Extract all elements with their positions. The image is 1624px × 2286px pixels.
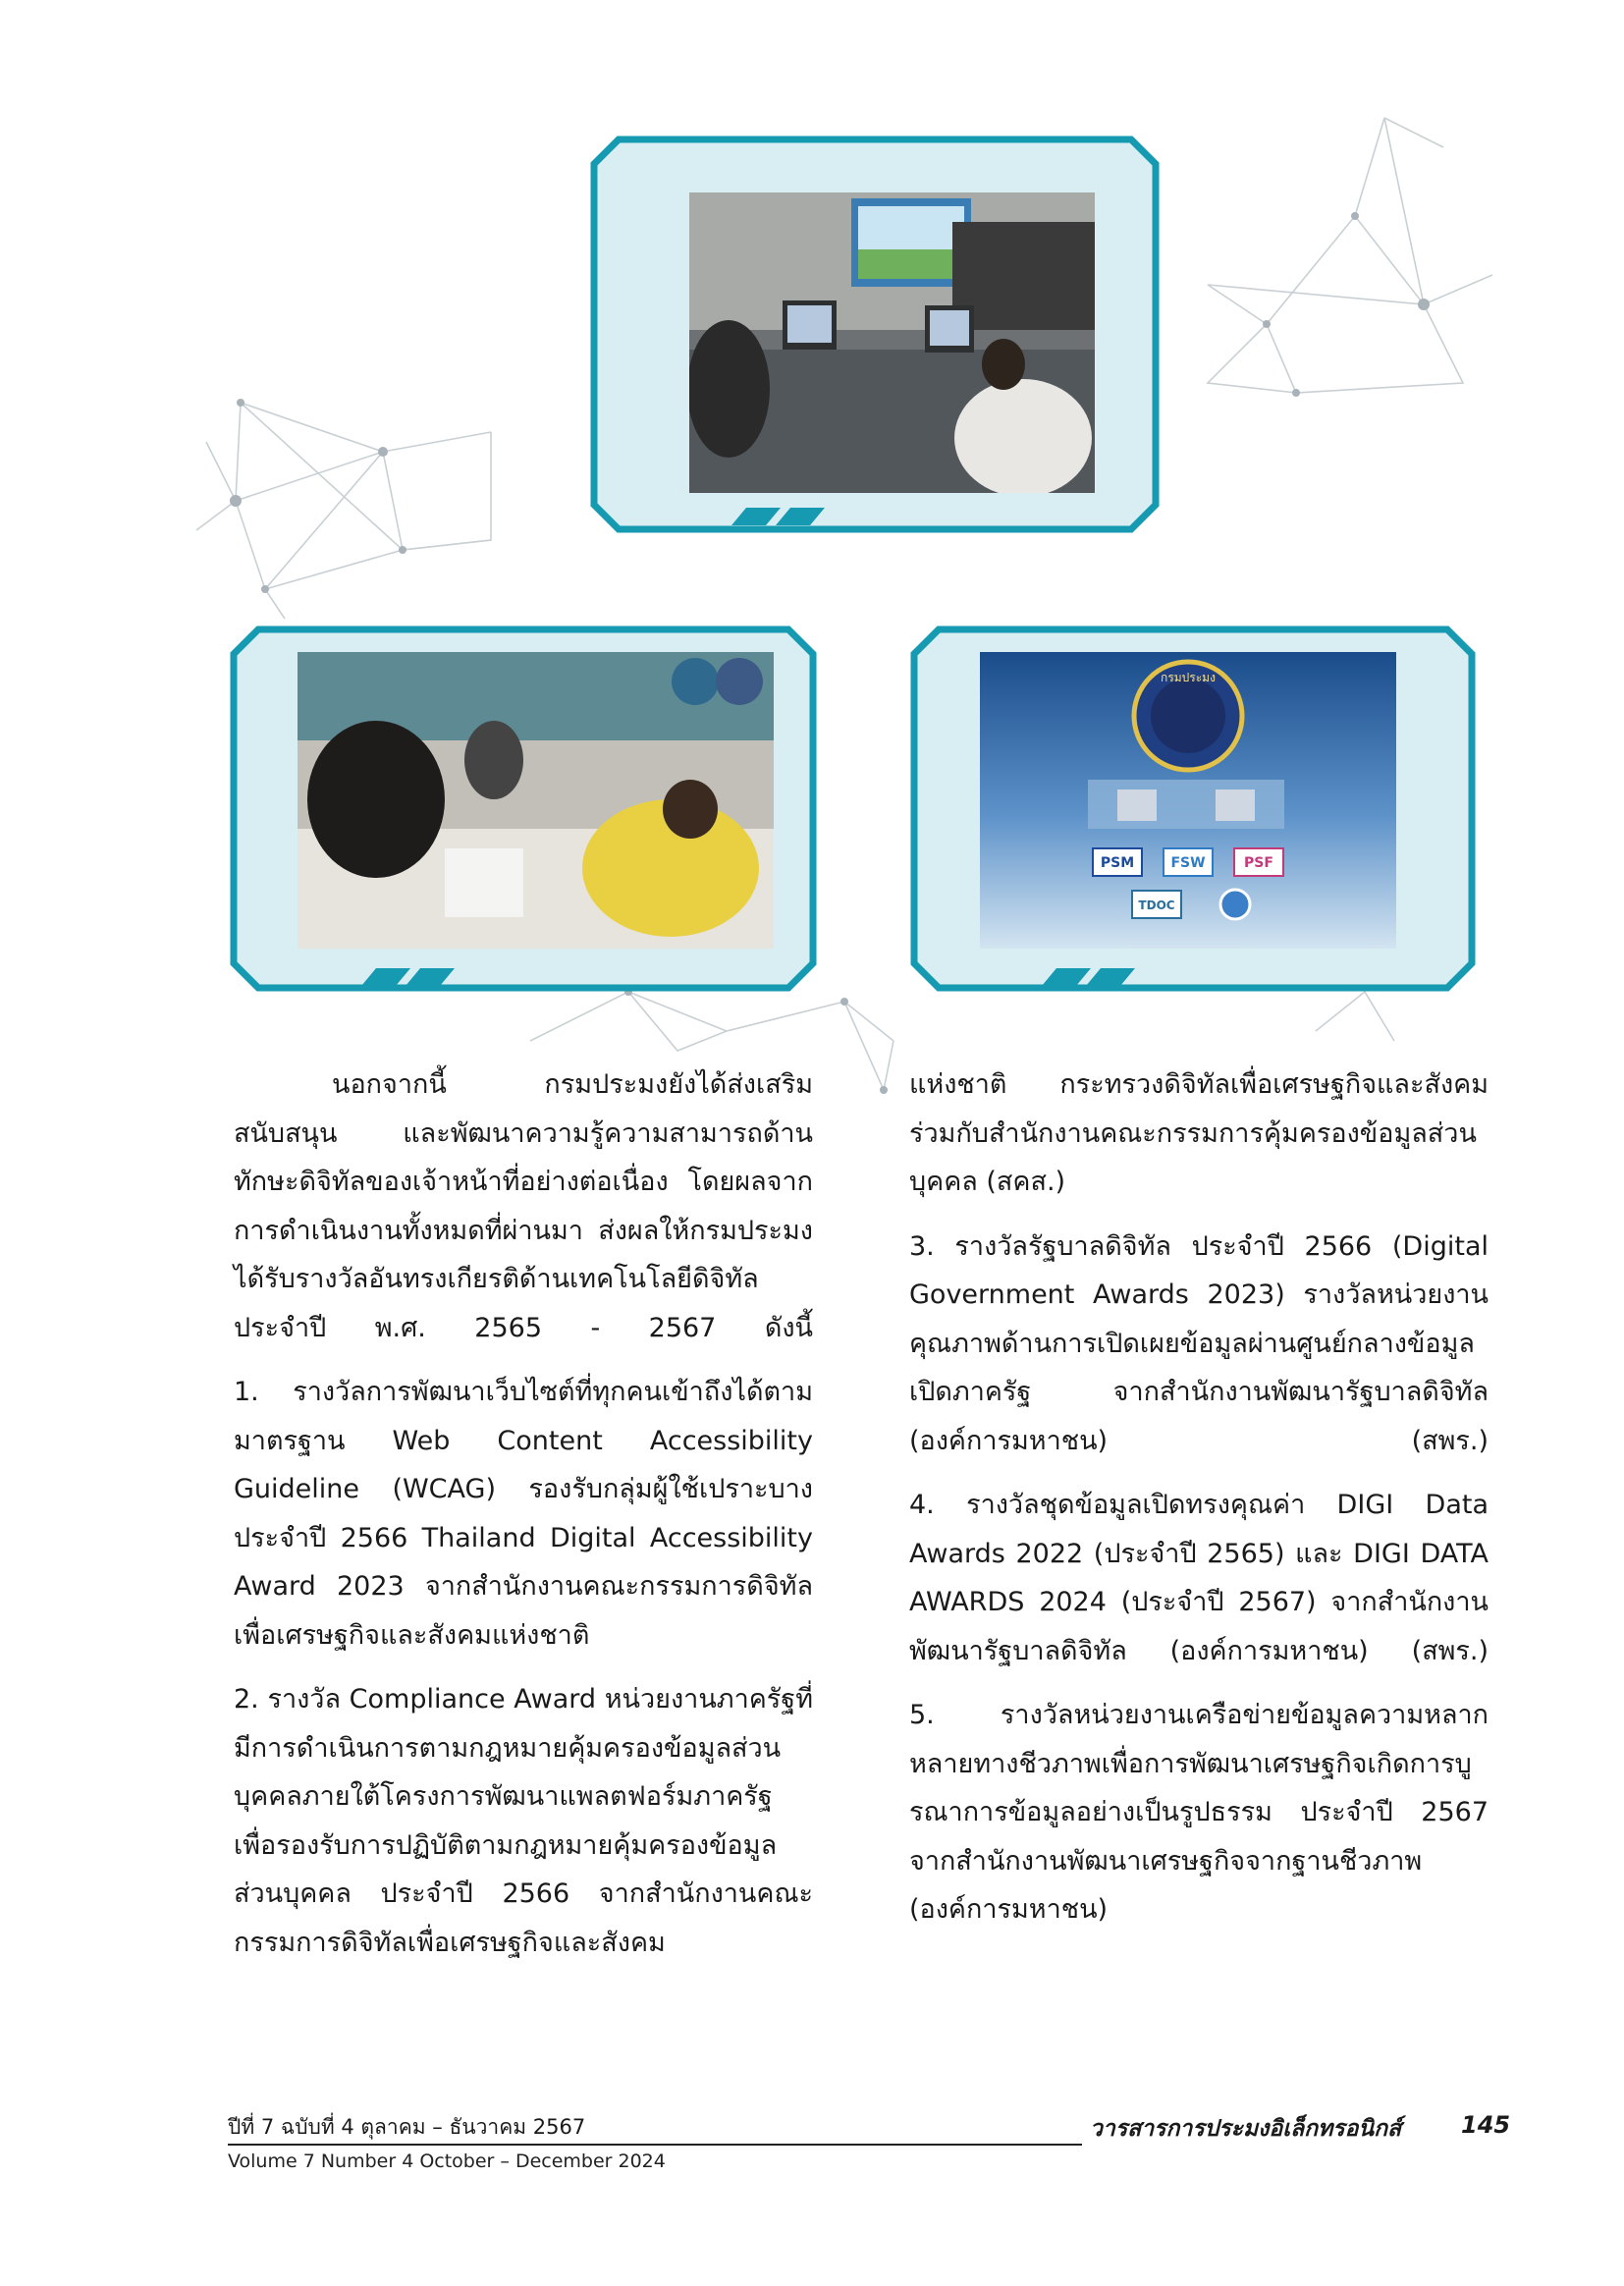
seal-text: กรมประมง xyxy=(1161,671,1216,684)
logo-psf: PSF xyxy=(1244,855,1273,871)
bottom-right-photo xyxy=(980,652,1396,949)
logo-tdoc: TDOC xyxy=(1138,898,1175,912)
award-item-1: 1. รางวัลการพัฒนาเว็บไซต์ที่ทุกคนเข้าถึงได้ตามมาตรฐาน Web Content Accessibility Guideline (WCAG) รองรับกลุ่มผู้ใช้เปราะบาง ประจำปี 2566 Thailand Digital Accessibility Award 2023 จากสำนักงานคณะกรรมการดิจิทัลเพื่อเศรษฐกิจและสังคมแห่งชาติ xyxy=(234,1377,813,1651)
award-item-2: 2. รางวัล Compliance Award หน่วยงานภาครัฐที่มีการดำเนินการตามกฎหมายคุ้มครองข้อมูลส่วนบุคคลภายใต้โครงการพัฒนาแพลตฟอร์มภาครัฐเพื่อรองรับการปฏิบัติตามกฎหมายคุ้มครองข้อมูลส่วนบุคคล ประจำปี 2566 จากสำนักงานคณะกรรมการดิจิทัลเพื่อเศรษฐกิจและสังคม xyxy=(234,1684,813,1958)
award-item-2-continued: แห่งชาติ กระทรวงดิจิทัลเพื่อเศรษฐกิจและสังคม ร่วมกับสำนักงานคณะกรรมการคุ้มครองข้อมูลส่วนบุคคล (สคส.) xyxy=(909,1069,1489,1197)
bottom-left-photo xyxy=(298,652,774,949)
award-item-5: 5. รางวัลหน่วยงานเครือข่ายข้อมูลความหลากหลายทางชีวภาพเพื่อการพัฒนาเศรษฐกิจเกิดการบูรณาการข้อมูลอย่างเป็นรูปธรรม ประจำปี 2567 จากสำนักงานพัฒนาเศรษฐกิจจากฐานชีวภาพ (องค์การมหาชน) xyxy=(909,1700,1489,1925)
top-photo xyxy=(689,192,1095,493)
right-text-column xyxy=(909,1061,1489,1950)
page-number: 145 xyxy=(1461,2111,1511,2139)
top-image-frame xyxy=(589,135,1161,534)
intro-paragraph: นอกจากนี้ กรมประมงยังได้ส่งเสริม สนับสนุน และพัฒนาความรู้ความสามารถด้านทักษะดิจิทัลของเจ้าหน้าที่อย่างต่อเนื่อง โดยผลจากการดำเนินงานทั้งหมดที่ผ่านมา ส่งผลให้กรมประมงได้รับรางวัลอันทรงเกียรติด้านเทคโนโลยีดิจิทัล ประจำปี พ.ศ. 2565 - 2567 ดังนี้ xyxy=(234,1069,813,1343)
footer-volume-english: Volume 7 Number 4 October – December 2024 xyxy=(228,2150,666,2172)
bottom-right-image-frame xyxy=(909,625,1477,993)
award-item-3: 3. รางวัลรัฐบาลดิจิทัล ประจำปี 2566 (Digital Government Awards 2023) รางวัลหน่วยงานคุณภาพด้านการเปิดเผยข้อมูลผ่านศูนย์กลางข้อมูลเปิดภาครัฐ จากสำนักงานพัฒนารัฐบาลดิจิทัล (องค์การมหาชน) (สพร.) xyxy=(909,1230,1489,1456)
logo-fsw: FSW xyxy=(1170,855,1206,871)
left-text-column xyxy=(234,1061,813,1983)
logo-psm: PSM xyxy=(1100,855,1135,871)
footer-journal-title: วารสารการประมงอิเล็กทรอนิกส์ xyxy=(1090,2116,1402,2142)
footer-divider xyxy=(228,2144,1082,2146)
bottom-left-image-frame xyxy=(229,625,818,993)
footer-volume-thai: ปีที่ 7 ฉบับที่ 4 ตุลาคม – ธันวาคม 2567 xyxy=(228,2115,586,2139)
award-item-4: 4. รางวัลชุดข้อมูลเปิดทรงคุณค่า DIGI Data Awards 2022 (ประจำปี 2565) และ DIGI DATA AWARDS 2024 (ประจำปี 2567) จากสำนักงานพัฒนารัฐบาลดิจิทัล (องค์การมหาชน) (สพร.) xyxy=(909,1490,1489,1666)
